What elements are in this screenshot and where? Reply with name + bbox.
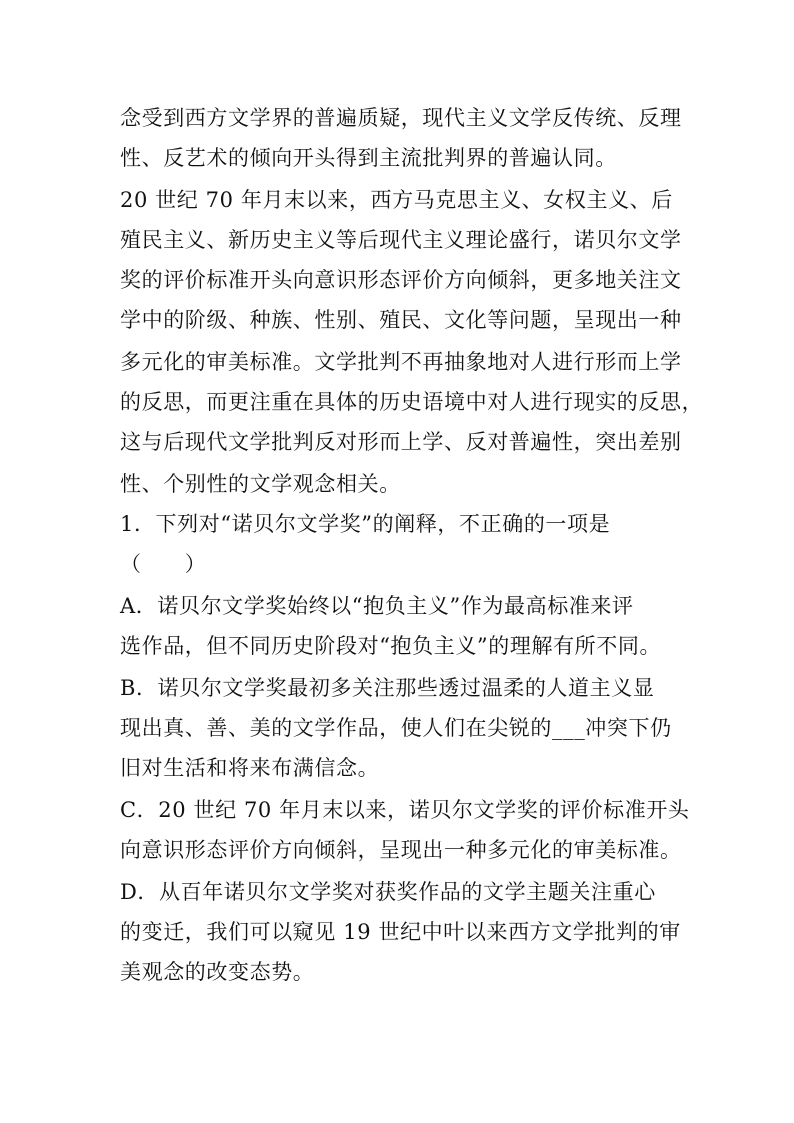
option-c: C．20 世纪 70 年月末以来，诺贝尔文学奖的评价标准开头: [120, 798, 690, 822]
option-a-continued: 选作品，但不同历史阶段对“抱负主义”的理解有所不同。: [120, 634, 662, 658]
text-line: 性、个别性的文学观念相关。: [120, 472, 401, 496]
option-d-continued: 的变迁，我们可以窥见 19 世纪中叶以来西方文学批判的审: [120, 920, 681, 944]
option-c-continued: 向意识形态评价方向倾斜，呈现出一种多元化的审美标准。: [120, 838, 682, 862]
text-line: 的反思，而更注重在具体的历史语境中对人进行现实的反思，: [120, 390, 704, 414]
text-line: 念受到西方文学界的普遍质疑，现代主义文学反传统、反理: [120, 106, 682, 130]
option-d-continued: 美观念的改变态势。: [120, 960, 315, 984]
text-line: 奖的评价标准开头向意识形态评价方向倾斜，更多地关注文: [120, 268, 682, 292]
option-b-continued: 旧对生活和将来布满信念。: [120, 756, 380, 780]
answer-blank: （ ）: [120, 552, 207, 576]
text-line: 这与后现代文学批判反对形而上学、反对普遍性，突出差别: [120, 430, 682, 454]
option-a: A．诺贝尔文学奖始终以“抱负主义”作为最高标准来评: [120, 594, 634, 618]
option-b-continued: 现出真、善、美的文学作品，使人们在尖锐的___冲突下仍: [120, 716, 672, 740]
text-line: 性、反艺术的倾向开头得到主流批判界的普遍认同。: [120, 146, 617, 170]
text-line: 20 世纪 70 年月末以来，西方马克思主义、女权主义、后: [120, 188, 673, 212]
text-line: 学中的阶级、种族、性别、殖民、文化等问题，呈现出一种: [120, 308, 682, 332]
option-b: B．诺贝尔文学奖最初多关注那些透过温柔的人道主义显: [120, 676, 655, 700]
text-line: 多元化的审美标准。文学批判不再抽象地对人进行形而上学: [120, 350, 682, 374]
text-line: 殖民主义、新历史主义等后现代主义理论盛行，诺贝尔文学: [120, 228, 682, 252]
option-d: D．从百年诺贝尔文学奖对获奖作品的文学主题关注重心: [120, 880, 656, 904]
question-stem: 1．下列对“诺贝尔文学奖”的阐释，不正确的一项是: [120, 512, 611, 536]
